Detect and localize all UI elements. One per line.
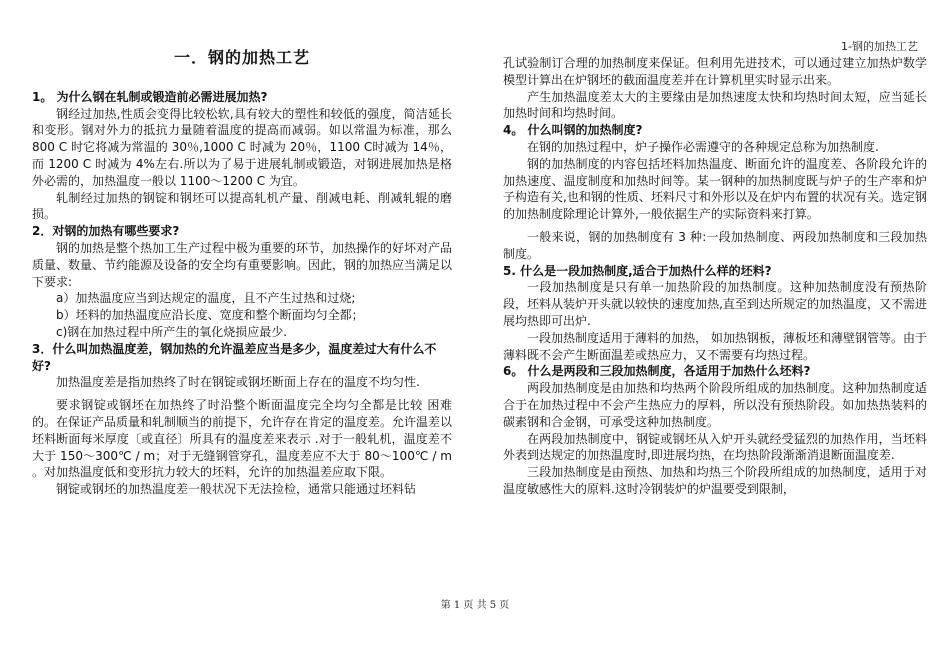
paragraph: 钢的加热是整个热加工生产过程中极为重要的环节，加热操作的好坏对产品质量、数量、节约能源及设备的安全均有重要影响。因此，钢的加热应当满足以下要求: — [32, 240, 453, 289]
question-4-heading: 4。 什么叫钢的加热制度? — [503, 123, 643, 138]
paragraph: 要求钢锭或钢坯在加热终了时沿整个断面温度完全均匀全都是比较 困难的。在保证产品质量和轧制顺当的前提下，允许存在肯定的温度差。允许温差以坯料断面每米厚度〔或直径〕所具有的温度差来表示 .对于一般轧机，温度差不大于 150～300℃ / m；对于无缝钢管穿孔，温度差应不大于 80～100℃ / m 。对加热温度低和变形抗力较大的坯料，允许的加热温差应取下限。 — [32, 398, 453, 480]
list-item: a）加热温度应当到达规定的温度，且不产生过热和过烧; — [56, 291, 356, 306]
right-column — [503, 55, 927, 498]
paragraph: 一般来说，钢的加热制度有 3 种:一段加热制度、两段加热制度和三段加热制度。 — [503, 229, 927, 261]
paragraph: 轧制经过加热的钢锭和钢坯可以提高轧机产量、削减电耗、削减轧辊的磨损。 — [32, 190, 452, 222]
question-2-heading: 2．对钢的加热有哪些要求? — [32, 224, 180, 239]
question-6-heading: 6。 什么是两段和三段加热制度，各适用于加热什么坯料? — [503, 364, 811, 379]
paragraph: 三段加热制度是由预热、加热和均热三个阶段所组成的加热制度，适用于对温度敏感性大的原料.这时冷钢装炉的炉温要受到限制， — [503, 465, 927, 496]
paragraph: 钢经过加热,性质会变得比较松软,具有较大的塑性和较低的强度，简洁延长和变形。钢对外力的抵抗力量随着温度的提高而减弱。如以常温为标准，那么 800 C 时它将减为常温的 30％,1000 C 时减为 20％，1100 C时减为 14％，而 1200 C 时减为 4%左右.所以为了易于进展轧制或锻造，对钢进展加热是格外必需的，加热温度一般以 1100～1200 C 为宜。 — [32, 106, 452, 188]
list-item: b）坯料的加热温度应沿长度、宽度和整个断面均匀全都； — [56, 308, 364, 323]
question-1-heading: 1。 为什么钢在轧制或锻造前必需进展加热? — [32, 89, 268, 104]
paragraph: 孔试验制订合理的加热制度来保证。但利用先进技术，可以通过建立加热炉数学模型计算出在炉钢坯的截面温度差并在计算机里实时显示出来。 — [503, 56, 927, 87]
paragraph: 在钢的加热过程中，炉子操作必需遵守的各种规定总称为加热制度. — [527, 139, 879, 154]
paragraph: 一段加热制度是只有单一加热阶段的加热制度。这种加热制度没有预热阶段，坯料从装炉开头就以较快的速度加热,直至到达所规定的加热温度，又不需进展均热即可出炉. — [503, 280, 927, 328]
left-column — [32, 50, 452, 498]
page-title: 一．钢的加热工艺 — [173, 48, 310, 67]
paragraph: 两段加热制度是由加热和均热两个阶段所组成的加热制度。这种加热制度适合于在加热过程中不会产生热应力的厚料，所以没有预热阶段。如加热热装料的碳素钢和合金钢，可承受这种加热制度。 — [503, 381, 927, 429]
paragraph: 钢锭或钢坯的加热温度差一般状况下无法捡检，通常只能通过坯料钻 — [56, 482, 417, 497]
paragraph: 在两段加热制度中，钢锭或钢坯从入炉开头就经受猛烈的加热作用，当坯料外表到达规定的加热温度时,即进展均热，在均热阶段渐渐消退断面温度差. — [503, 431, 927, 463]
paragraph: 加热温度差是指加热终了时在钢锭或钢坯断面上存在的温度不均匀性. — [56, 375, 420, 390]
running-header: 1-钢的加热工艺 — [841, 40, 918, 53]
paragraph: 钢的加热制度的内容包括坯料加热温度、断面允许的温度差、各阶段允许的加热速度、温度制度和加热时间等。某一钢种的加热制度既与炉子的生产率和炉子构造有关,也和钢的性质、坯料尺寸和外形以及在炉内布置的状况有关。选定钢的加热制度除理论计算外,一般依据生产的实际资料来打算。 — [503, 156, 927, 222]
paragraph: 一段加热制度适用于薄料的加热， 如加热钢板，薄板坯和薄壁钢管等。由于薄料既不会产生断面温差或热应力，又不需要有均热过程。 — [503, 330, 927, 362]
question-3-heading: 3．什么叫加热温度差，钢加热的允许温差应当是多少，温度差过大有什么不好? — [32, 341, 437, 373]
paragraph: 产生加热温度差太大的主要缘由是加热速度太快和均热时间太短，应当延长加热时间和均热时间。 — [503, 89, 927, 121]
list-item: c)钢在加热过程中所产生的氧化烧损应最少. — [56, 324, 288, 339]
question-5-heading: 5. 什么是一段加热制度,适合于加热什么样的坯料? — [503, 263, 772, 278]
page-number-footer: 第 1 页 共 5 页 — [440, 600, 510, 611]
